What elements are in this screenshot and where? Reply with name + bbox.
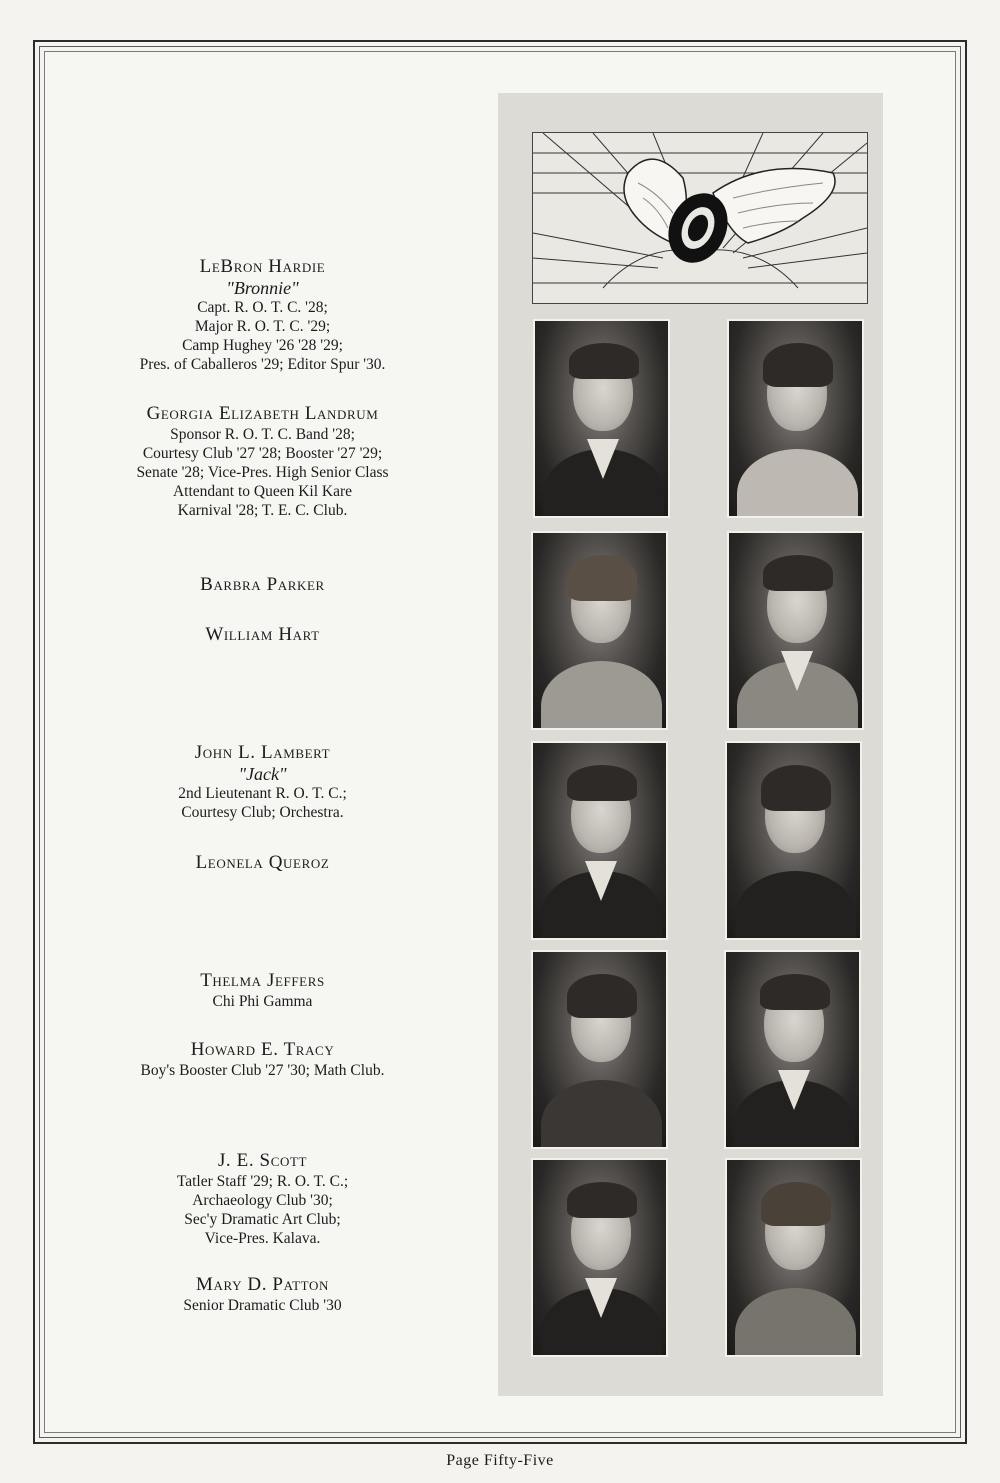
student-name: William Hart <box>205 624 320 645</box>
student-activity: Senior Dramatic Club '30 <box>183 1297 342 1314</box>
student-name: John L. Lambert <box>194 742 331 763</box>
student-activity: Sponsor R. O. T. C. Band '28; <box>170 426 355 443</box>
student-activity: Sec'y Dramatic Art Club; <box>184 1211 341 1228</box>
student-activity: Senate '28; Vice-Pres. High Senior Class <box>136 464 389 481</box>
portrait-photo <box>725 741 862 940</box>
student-entry <box>90 852 435 874</box>
portrait-photo <box>531 741 668 940</box>
portrait-photo <box>533 319 670 518</box>
student-name: Howard E. Tracy <box>190 1039 335 1060</box>
student-activity: 2nd Lieutenant R. O. T. C.; <box>178 785 347 802</box>
student-activity: Camp Hughey '26 '28 '29; <box>182 337 343 354</box>
student-entry <box>90 574 435 596</box>
student-activity: Chi Phi Gamma <box>212 993 313 1010</box>
portrait-photo <box>725 1158 862 1357</box>
student-activity: Courtesy Club; Orchestra. <box>181 804 344 821</box>
student-name: J. E. Scott <box>217 1150 308 1171</box>
portrait-photo <box>727 319 864 518</box>
winged-wheel-emblem <box>532 132 868 304</box>
student-entry <box>90 624 435 646</box>
student-nickname: "Bronnie" <box>226 278 299 298</box>
student-activity: Courtesy Club '27 '28; Booster '27 '29; <box>142 445 383 462</box>
portrait-photo <box>724 950 861 1149</box>
portrait-photo <box>531 1158 668 1357</box>
student-entry <box>90 1039 435 1080</box>
student-name: LeBron Hardie <box>199 256 326 277</box>
student-entry <box>90 256 435 374</box>
student-activity: Pres. of Caballeros '29; Editor Spur '30. <box>139 356 386 373</box>
portrait-photo <box>531 950 668 1149</box>
student-name: Thelma Jeffers <box>200 970 325 991</box>
portrait-photo <box>531 531 668 730</box>
student-entry <box>90 1274 435 1315</box>
page-number: Page Fifty-Five <box>446 1452 554 1469</box>
student-name: Leonela Queroz <box>195 852 330 873</box>
winged-wheel-icon <box>533 133 867 303</box>
student-activity: Major R. O. T. C. '29; <box>194 318 331 335</box>
student-name: Georgia Elizabeth Landrum <box>146 403 379 424</box>
student-activity: Capt. R. O. T. C. '28; <box>197 299 328 316</box>
student-nickname: "Jack" <box>238 764 287 784</box>
student-name: Barbra Parker <box>200 574 325 595</box>
student-activity: Attendant to Queen Kil Kare <box>172 483 353 500</box>
student-activity: Karnival '28; T. E. C. Club. <box>177 502 348 519</box>
portrait-photo <box>727 531 864 730</box>
student-activity: Boy's Booster Club '27 '30; Math Club. <box>140 1062 385 1079</box>
student-entry <box>90 970 435 1011</box>
student-activity: Vice-Pres. Kalava. <box>204 1230 321 1247</box>
student-entry <box>90 742 435 822</box>
student-activity: Tatler Staff '29; R. O. T. C.; <box>176 1173 349 1190</box>
student-entry <box>90 1150 435 1248</box>
student-entry <box>90 403 435 520</box>
student-name: Mary D. Patton <box>196 1274 329 1295</box>
student-activity: Archaeology Club '30; <box>192 1192 333 1209</box>
